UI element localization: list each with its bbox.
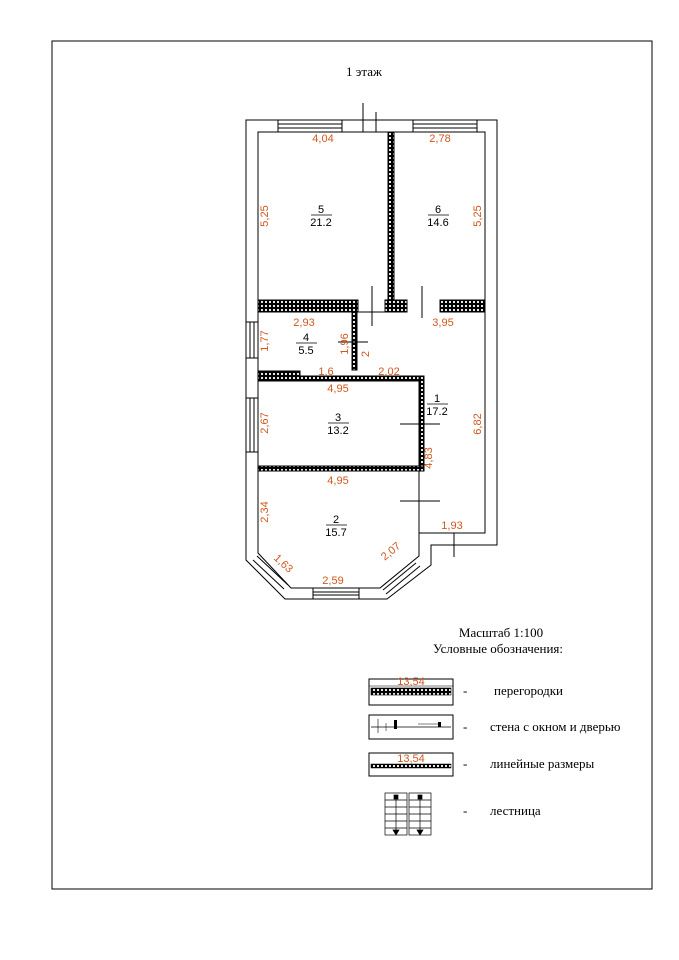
legend-swatch-linear-dimensions bbox=[369, 753, 453, 776]
legend-linear-dimensions-dash: - bbox=[463, 756, 468, 771]
legend-wall-window-door-dash: - bbox=[463, 719, 468, 734]
legend-partitions-dash: - bbox=[463, 683, 468, 698]
window-left-room4 bbox=[246, 322, 258, 358]
legend bbox=[369, 676, 621, 835]
dim-bay-left: 1,63 bbox=[271, 552, 295, 576]
dim-room4-side: 2 bbox=[360, 350, 372, 358]
legend-partitions-label: перегородки bbox=[494, 683, 564, 698]
room-3-number: 3 bbox=[334, 412, 342, 424]
dim-top-right: 2,78 bbox=[429, 133, 451, 145]
dim-room3-top: 4,95 bbox=[327, 383, 349, 395]
window-top-right bbox=[413, 120, 477, 132]
dim-room3-left: 2,67 bbox=[259, 412, 271, 434]
dim-top-left: 4,04 bbox=[312, 133, 334, 145]
room-4-area: 5.5 bbox=[298, 345, 314, 357]
partition-room4-right bbox=[352, 312, 357, 370]
room-2 bbox=[325, 514, 347, 539]
legend-swatch-wall-window-door bbox=[369, 715, 453, 739]
dim-hall-top: 2,02 bbox=[378, 366, 400, 378]
room-3 bbox=[327, 412, 349, 437]
dim-room4-height: 1,96 bbox=[339, 333, 351, 355]
legend-linear-dimensions-label: линейные размеры bbox=[490, 756, 595, 771]
legend-heading: Условные обозначения: bbox=[432, 641, 564, 656]
legend-swatch-partitions bbox=[369, 676, 453, 705]
room-2-number: 2 bbox=[332, 514, 340, 526]
room-1-area: 17.2 bbox=[426, 406, 448, 418]
legend-linear-dimensions-sample: 13,54 bbox=[397, 753, 425, 765]
dim-room5-left: 5,25 bbox=[259, 205, 271, 227]
dim-room6-right: 5,25 bbox=[472, 205, 484, 227]
room-6 bbox=[427, 204, 449, 229]
room-1 bbox=[426, 393, 448, 418]
partition-mid-left bbox=[258, 300, 358, 312]
partition-mid-right bbox=[440, 300, 485, 312]
dim-hall-bottom: 1,93 bbox=[441, 520, 463, 532]
legend-swatch-stairs bbox=[385, 793, 431, 835]
partition-room4-bottom bbox=[258, 371, 300, 381]
dim-room4-left: 1,77 bbox=[259, 330, 271, 352]
dim-bay-bottom: 2,59 bbox=[322, 575, 344, 587]
room-1-number: 1 bbox=[433, 393, 441, 405]
room-2-area: 15.7 bbox=[325, 527, 347, 539]
room-3-area: 13.2 bbox=[327, 425, 349, 437]
dim-room2-top: 4,95 bbox=[327, 475, 349, 487]
dimension-labels bbox=[259, 133, 484, 587]
window-bay-bottom bbox=[313, 588, 359, 599]
dim-room4-bottom: 1,6 bbox=[318, 366, 334, 378]
partition-room3-bottom bbox=[258, 466, 424, 471]
dim-hall-height: 4,83 bbox=[423, 447, 435, 469]
room-4-number: 4 bbox=[302, 332, 310, 344]
partition-5-6 bbox=[388, 132, 394, 300]
legend-item-linear-dimensions bbox=[369, 753, 595, 776]
legend-stairs-dash: - bbox=[463, 803, 468, 818]
room-6-area: 14.6 bbox=[427, 217, 449, 229]
window-bay-right bbox=[383, 563, 420, 594]
legend-item-partitions bbox=[369, 676, 563, 705]
dim-mid-right: 3,95 bbox=[432, 317, 454, 329]
partition-mid-center bbox=[385, 300, 407, 312]
legend-partitions-sample: 13,54 bbox=[397, 676, 425, 688]
legend-wall-window-door-label: стена с окном и дверью bbox=[490, 719, 621, 734]
legend-item-wall-window-door bbox=[369, 715, 621, 739]
room-5-area: 21.2 bbox=[310, 217, 332, 229]
dim-hall-right: 6,82 bbox=[472, 413, 484, 435]
dim-room2-left: 2,34 bbox=[259, 501, 271, 523]
legend-stairs-label: лестница bbox=[490, 803, 541, 818]
room-5-number: 5 bbox=[317, 204, 325, 216]
room-6-number: 6 bbox=[434, 204, 442, 216]
room-5 bbox=[310, 204, 332, 229]
dim-mid-left: 2,93 bbox=[293, 317, 315, 329]
window-left-room3 bbox=[246, 398, 258, 452]
floor-title: 1 этаж bbox=[346, 64, 382, 79]
scale-label: Масштаб 1:100 bbox=[458, 625, 544, 640]
room-4 bbox=[296, 332, 317, 357]
legend-item-stairs bbox=[385, 793, 541, 835]
window-top-left bbox=[278, 120, 342, 132]
dim-bay-right: 2,07 bbox=[379, 540, 404, 564]
